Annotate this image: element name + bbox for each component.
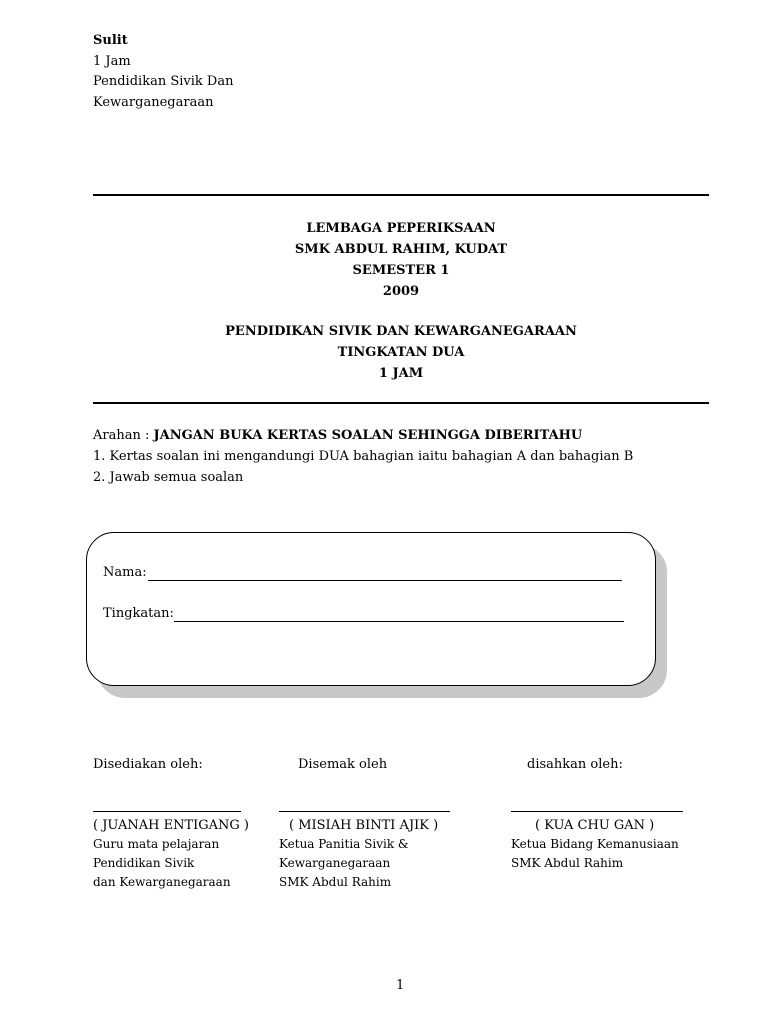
preparer-role-2: Pendidikan Sivik <box>93 856 195 870</box>
year-label: 2009 <box>382 284 420 299</box>
approved-by-label: disahkan oleh: <box>527 757 623 772</box>
form-level: TINGKATAN DUA <box>337 345 465 360</box>
approver-name: ( KUA CHU GAN ) <box>535 818 655 833</box>
signature-line-2 <box>279 811 450 812</box>
semester-label: SEMESTER 1 <box>352 263 450 278</box>
checker-role-3: SMK Abdul Rahim <box>279 875 392 889</box>
page-number: 1 <box>396 978 405 993</box>
school-name: SMK ABDUL RAHIM, KUDAT <box>294 242 508 257</box>
subject-line-1: Pendidikan Sivik Dan <box>93 74 234 89</box>
name-label: Nama: <box>103 565 147 580</box>
name-field[interactable] <box>148 580 622 581</box>
checker-name: ( MISIAH BINTI AJIK ) <box>289 818 439 833</box>
preparer-role-3: dan Kewarganegaraan <box>93 875 231 889</box>
preparer-role-1: Guru mata pelajaran <box>93 837 220 851</box>
subject-title-block <box>93 321 709 384</box>
exam-duration: 1 JAM <box>378 366 424 381</box>
checker-role-2: Kewarganegaraan <box>279 856 391 870</box>
duration-label: 1 Jam <box>93 54 131 69</box>
top-divider <box>93 194 709 196</box>
approver-role-1: Ketua Bidang Kemanusiaan <box>511 837 679 851</box>
prepared-by-label: Disediakan oleh: <box>93 757 203 772</box>
exam-board-title: LEMBAGA PEPERIKSAAN <box>306 221 496 236</box>
instruction-item-2: 2. Jawab semua soalan <box>93 470 244 485</box>
subject-title: PENDIDIKAN SIVIK DAN KEWARGANEGARAAN <box>225 324 577 339</box>
class-label: Tingkatan: <box>103 606 174 621</box>
instructions-heading <box>93 428 582 443</box>
checked-by-label: Disemak oleh <box>298 757 388 772</box>
exam-title-block <box>93 218 709 302</box>
approver-role-2: SMK Abdul Rahim <box>511 856 624 870</box>
instruction-item-1: 1. Kertas soalan ini mengandungi DUA bahagian iaitu bahagian A dan bahagian B <box>93 449 634 464</box>
signature-line-3 <box>511 811 683 812</box>
class-field[interactable] <box>174 621 624 622</box>
checker-role-1: Ketua Panitia Sivik & <box>279 837 409 851</box>
instructions-warning: JANGAN BUKA KERTAS SOALAN SEHINGGA DIBERITAHU <box>153 428 583 443</box>
preparer-name: ( JUANAH ENTIGANG ) <box>93 818 249 833</box>
signature-line-1 <box>93 811 241 812</box>
bottom-divider <box>93 402 709 404</box>
subject-line-2: Kewarganegaraan <box>93 95 214 110</box>
instructions-label: Arahan : <box>93 428 154 443</box>
sulit-label: Sulit <box>93 33 128 48</box>
